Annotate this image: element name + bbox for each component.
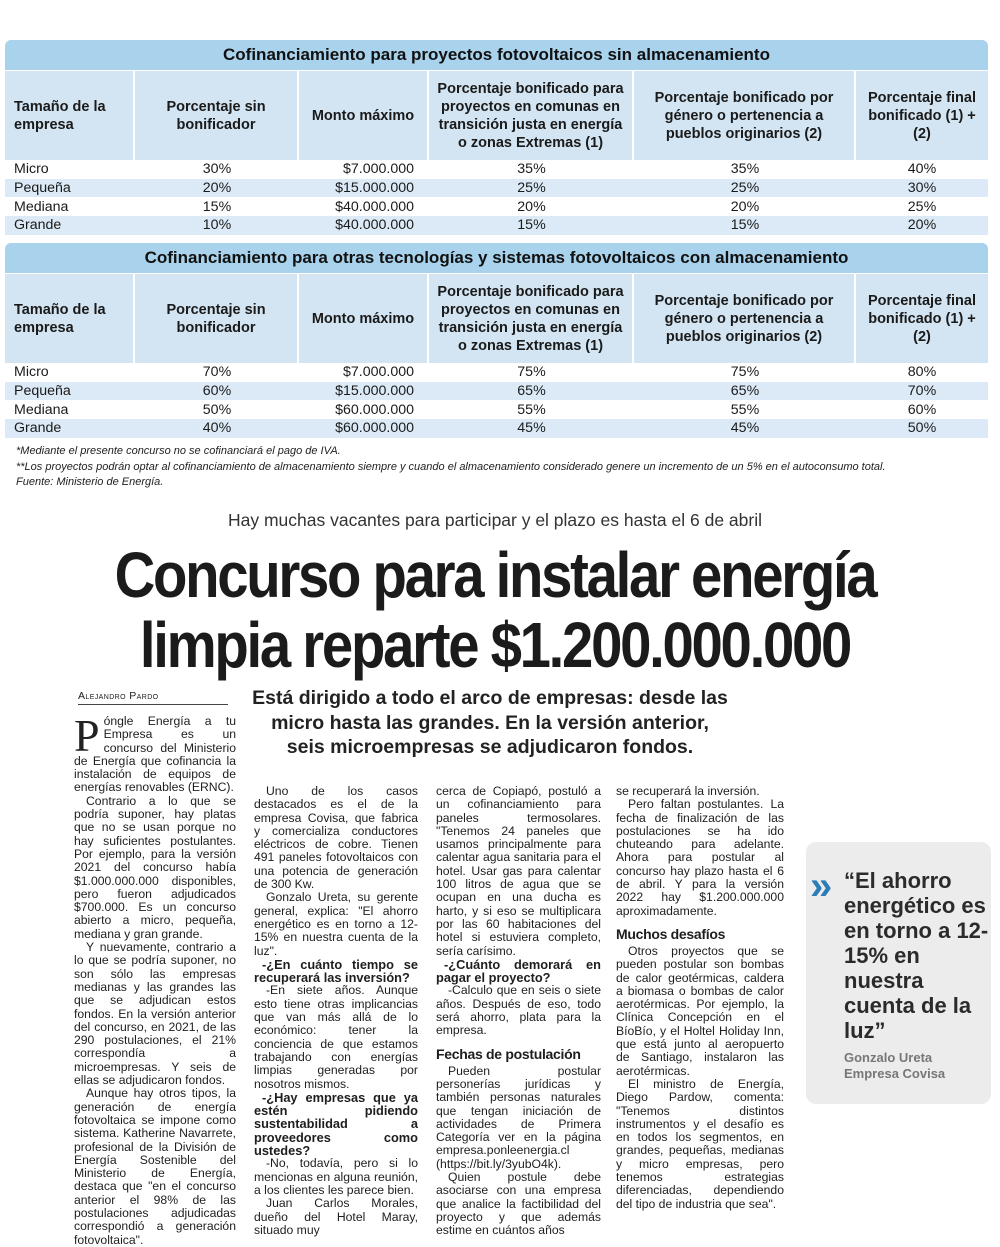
- table-body: [5, 363, 988, 438]
- table-cell: 65%: [517, 383, 546, 400]
- pull-quote: [806, 842, 991, 1104]
- section-subhead: Fechas de postulación: [436, 1045, 581, 1062]
- table-cell: Pequeña: [14, 383, 71, 400]
- quote-chevron-icon: »: [810, 864, 821, 908]
- paragraph: Aunque hay otros tipos, la generación de energía fotovoltaica se impone como sistema. Katherine Navarrete, profesional de la División de Energía Sostenible del Ministerio de Energía, destaca que "en el concurso anterior el 98% de las postulaciones adjudicadas correspondió a generación fotovoltaica".: [74, 1086, 236, 1247]
- table-header-row: [5, 273, 988, 363]
- headline-line: limpia reparte $1.200.000.000: [139, 609, 851, 681]
- article-deck: Está dirigido a todo el arco de empresas: desde las micro hasta las grandes. En la versión anterior, seis microempresas se adjudicaron fondos.: [252, 687, 728, 758]
- column-header: Monto máximo: [299, 71, 429, 160]
- table-cell: 65%: [730, 383, 760, 400]
- table-row: [5, 363, 988, 382]
- paragraph: -En siete años. Aunque esto tiene otras implicancias que van más allá de lo económico: tener la conciencia de que estamos trabajando con energías limpias generadas por nosotros mismos.: [254, 983, 418, 1091]
- column-header: Porcentaje bonificado para proyectos en comunas en transición justa en energía o zonas Extremas (1): [429, 71, 634, 160]
- table-cell: 50%: [907, 420, 937, 437]
- drop-cap: P: [74, 710, 100, 761]
- table-cell: 10%: [202, 217, 232, 234]
- column-header: Porcentaje sin bonificador: [135, 274, 299, 363]
- paragraph-text: óngle Energía a tu Empresa es un concurso del Ministerio de Energía que cofinancia la instalación de equipos de energías renovables (ERNC).: [74, 714, 236, 795]
- table-cell: 60%: [907, 401, 937, 418]
- table-title: Cofinanciamiento para proyectos fotovoltaicos sin almacenamiento: [5, 40, 988, 70]
- table-cell: 75%: [730, 364, 760, 381]
- paragraph: -Calculo que en seis o siete años. Después de eso, todo será ahorro, plata para la empresa.: [436, 983, 601, 1038]
- table-cell: 40%: [907, 161, 937, 178]
- table-body: [5, 160, 988, 235]
- table-cell: $60.000.000: [335, 420, 414, 437]
- paragraph: Quien postule debe asociarse con una empresa que analice la factibilidad del proyecto y que además estime en cuántos años: [436, 1170, 601, 1238]
- table-cell: 60%: [202, 383, 232, 400]
- table-cell: $15.000.000: [335, 180, 414, 197]
- footnote: **Los proyectos podrán optar al cofinanciamiento de almacenamiento siempre y cuando el almacenamiento considerado genere un incremento de un 5% en el autoconsumo total.: [16, 460, 886, 473]
- table-cell: Micro: [14, 364, 49, 381]
- paragraph: Y nuevamente, contrario a lo que se podría suponer, no son sólo las empresas medianas y las grandes las que se adjudican estos fondos. En la versión anterior del concurso, en 2021, de las 290 postulaciones, el 21% correspondía a microempresas. Y seis de ellas se adjudicaron fondos.: [74, 940, 236, 1088]
- table-cell: 50%: [202, 401, 232, 418]
- interview-question: -¿En cuánto tiempo se recuperará las inversión?: [254, 956, 418, 986]
- table-row: [5, 160, 988, 179]
- table-title: Cofinanciamiento para otras tecnologías y sistemas fotovoltaicos con almacenamiento: [5, 243, 988, 273]
- table-cell: 25%: [907, 198, 937, 215]
- table-cell: $7.000.000: [342, 364, 414, 381]
- table-cell: Pequeña: [14, 180, 71, 197]
- table-row: [5, 179, 988, 198]
- table-cell: 70%: [202, 364, 232, 381]
- interview-question: -¿Cuánto demorará en pagar el proyecto?: [436, 956, 601, 986]
- column-header: Porcentaje bonificado para proyectos en comunas en transición justa en energía o zonas Extremas (1): [429, 274, 634, 363]
- table-row: [5, 400, 988, 419]
- paragraph: Gonzalo Ureta, su gerente general, explica: "El ahorro energético es en torno a 12-15% en nuestra cuenta de la luz".: [254, 890, 418, 958]
- section-subhead: Muchos desafíos: [616, 925, 726, 942]
- paragraph: Uno de los casos destacados es el de la empresa Covisa, que fabrica y comercializa conductores eléctricos de cobre. Tienen 491 paneles fotovoltaicos con una potencia de generación de 300 Kw.: [254, 784, 418, 892]
- table-cell: 40%: [202, 420, 232, 437]
- pull-quote-attribution: [844, 1050, 945, 1082]
- pull-quote-text: “El ahorro energético es en torno a 12-15% en nuestra cuenta de la luz”: [844, 868, 989, 1043]
- table-row: [5, 419, 988, 438]
- table-cell: 15%: [517, 217, 546, 234]
- table-cell: 20%: [202, 180, 232, 197]
- byline: Alejandro Pardo: [78, 690, 228, 705]
- table-cell: 35%: [517, 161, 546, 178]
- table-cell: 15%: [202, 198, 232, 215]
- column-header: Porcentaje bonificado por género o pertenencia a pueblos originarios (2): [634, 274, 856, 363]
- table-cell: 20%: [730, 198, 760, 215]
- table-cell: 30%: [202, 161, 232, 178]
- paragraph: Juan Carlos Morales, dueño del Hotel Maray, situado muy: [254, 1196, 418, 1237]
- paragraph: Pueden postular personerías jurídicas y también personas naturales que tengan iniciación de actividades de Primera Categoría ver en la página empresa.ponleenergia.cl (https://bit.ly/3yubO4k).: [436, 1063, 601, 1171]
- article-column-4: [616, 785, 784, 1211]
- paragraph: Contrario a lo que se podría suponer, hay platas que no se usan porque no hay suficientes postulantes. Por ejemplo, para la versión 2021 del concurso había $1.000.000.000 disponibles, pero fueron adjudicados $700.000. Es un concurso abierto a micro, pequeña, mediana y gran grande.: [74, 793, 236, 941]
- table-cell: 30%: [907, 180, 937, 197]
- table-cell: 70%: [907, 383, 937, 400]
- table-cell: $40.000.000: [335, 198, 414, 215]
- table-row: [5, 197, 988, 216]
- paragraph: -No, todavía, pero si lo mencionas en alguna reunión, a los clientes les parece bien.: [254, 1156, 418, 1197]
- table-sin-almacenamiento: [5, 40, 988, 235]
- paragraph: Otros proyectos que se pueden postular son bombas de calor geotérmicas, caldera a biomasa o bombas de calor aerotérmicas. Por ejemplo, la Clínica Concepción en el BíoBío, y el Holtel Holiday Inn, que está junto al aeropuerto de Santiago, instalaron las aerotérmicas.: [616, 943, 784, 1078]
- article-headline: [59, 540, 930, 680]
- table-cell: 15%: [730, 217, 760, 234]
- paragraph: se recuperará la inversión.: [616, 784, 760, 798]
- table-cell: $15.000.000: [335, 383, 414, 400]
- table-cell: $40.000.000: [335, 217, 414, 234]
- headline-line: Concurso para instalar energía: [114, 539, 876, 611]
- table-footnotes: [16, 444, 886, 491]
- table-cell: 55%: [730, 401, 760, 418]
- column-header: Tamaño de la empresa: [5, 71, 135, 160]
- article-kicker: Hay muchas vacantes para participar y el plazo es hasta el 6 de abril: [227, 510, 763, 530]
- table-cell: 20%: [517, 198, 546, 215]
- table-cell: $60.000.000: [335, 401, 414, 418]
- table-cell: 25%: [730, 180, 760, 197]
- table-cell: 20%: [907, 217, 937, 234]
- source-note: Fuente: Ministerio de Energía.: [16, 476, 164, 488]
- table-cell: 80%: [907, 364, 937, 381]
- table-cell: $7.000.000: [342, 161, 414, 178]
- table-cell: 55%: [517, 401, 546, 418]
- table-cell: 75%: [517, 364, 546, 381]
- quote-company: Empresa Covisa: [844, 1066, 946, 1081]
- table-cell: 25%: [517, 180, 546, 197]
- quote-author: Gonzalo Ureta: [844, 1050, 933, 1065]
- column-header: Tamaño de la empresa: [5, 274, 135, 363]
- table-header-row: [5, 70, 988, 160]
- article-column-2: [254, 785, 418, 1237]
- interview-question: -¿Hay empresas que ya estén pidiendo sustentabilidad a proveedores como ustedes?: [254, 1089, 418, 1159]
- column-header: Porcentaje final bonificado (1) + (2): [868, 292, 976, 345]
- column-header: Porcentaje bonificado por género o pertenencia a pueblos originarios (2): [634, 71, 856, 160]
- table-cell: Grande: [14, 420, 62, 437]
- table-cell: 45%: [517, 420, 546, 437]
- paragraph: [74, 710, 236, 795]
- paragraph: El ministro de Energía, Diego Pardow, comenta: "Tenemos distintos instrumentos y el desafío es en todos los segmentos, en grandes, pequeñas, medianas y micro empresas, pero tenemos estrategias diferenciadas, dependiendo del tipo de industria que sea".: [616, 1076, 784, 1211]
- table-row: [5, 216, 988, 235]
- article-column-3: [436, 785, 601, 1238]
- column-header: Monto máximo: [299, 274, 429, 363]
- table-row: [5, 382, 988, 401]
- table-cell: Grande: [14, 217, 62, 234]
- table-con-almacenamiento: [5, 243, 988, 438]
- table-cell: Mediana: [14, 401, 69, 418]
- paragraph: Pero faltan postulantes. La fecha de finalización de las postulaciones se ha ido chuteando para adelante. Ahora para postular al concurso hay plazo hasta el 6 de abril. Y para la versión 2022 hay $1.200.000.000 aproximadamente.: [616, 797, 784, 918]
- table-cell: 35%: [730, 161, 760, 178]
- column-header: Porcentaje final bonificado (1) + (2): [868, 89, 976, 142]
- table-cell: 45%: [730, 420, 760, 437]
- footnote: *Mediante el presente concurso no se cofinanciará el pago de IVA.: [16, 445, 341, 457]
- table-cell: Micro: [14, 161, 49, 178]
- column-header: Porcentaje sin bonificador: [135, 71, 299, 160]
- table-cell: Mediana: [14, 198, 69, 215]
- paragraph: cerca de Copiapó, postuló a un cofinanciamiento para paneles termosolares. "Tenemos 24 paneles que usamos principalmente para calentar agua sanitaria para el hotel. Usar gas para calentar 100 litros de agua que se ocupan en una ducha es harto, y si eso se multiplicara por las 60 habitaciones del hotel si estuviera completo, sería carísimo.: [436, 784, 601, 958]
- article-column-1: [74, 710, 236, 1247]
